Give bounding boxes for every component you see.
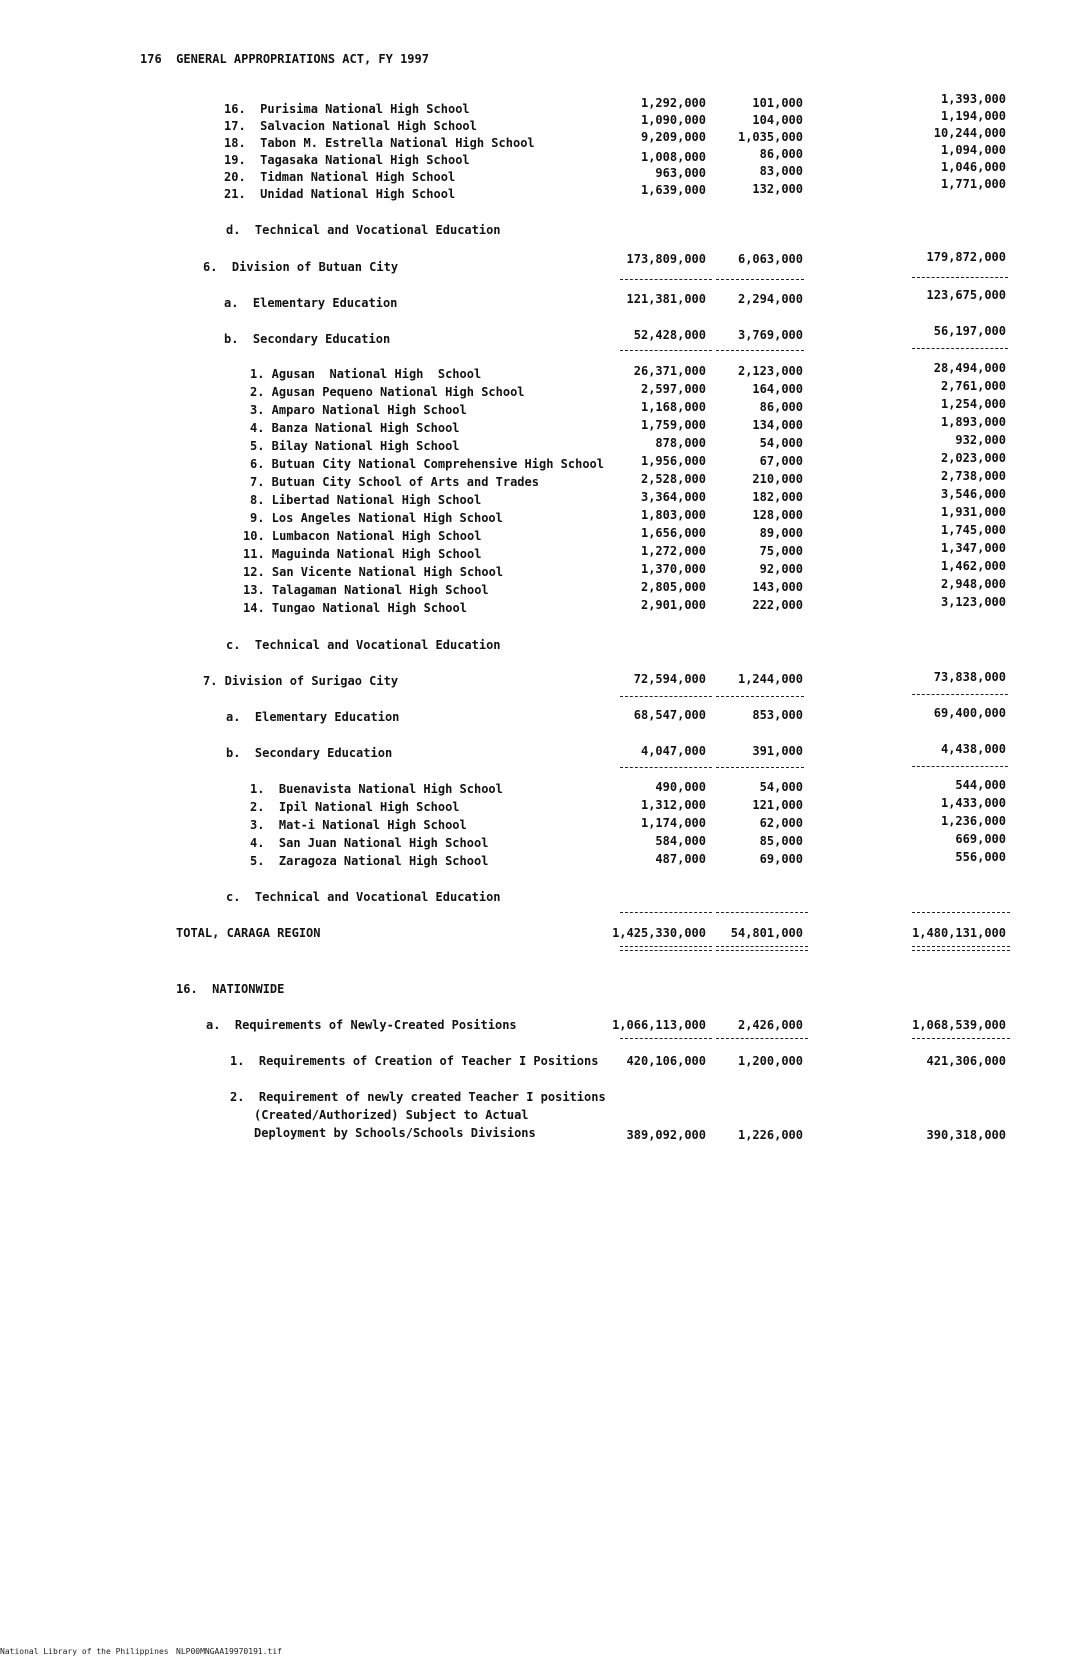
row-value-3: 1,745,000 — [940, 523, 1006, 537]
row-label: 1. Buenavista National High School — [250, 782, 503, 796]
row-value-1: 2,901,000 — [640, 598, 706, 612]
row-label: 1. Requirements of Creation of Teacher I Positions — [230, 1054, 599, 1068]
row-value-2: 62,000 — [759, 816, 803, 830]
row-value-1: 1,168,000 — [640, 400, 706, 414]
row-value-3: 932,000 — [955, 433, 1006, 447]
row-value-3: 390,318,000 — [926, 1128, 1006, 1142]
row-value-1: 2,805,000 — [640, 580, 706, 594]
row-value-1: 878,000 — [655, 436, 706, 450]
row-label: 4. San Juan National High School — [250, 836, 489, 850]
row-label: 20. Tidman National High School — [224, 170, 456, 184]
row-value-1: 1,174,000 — [640, 816, 706, 830]
row-value-3: 1,462,000 — [940, 559, 1006, 573]
rule — [912, 348, 1008, 349]
row-value-3: 1,194,000 — [940, 109, 1006, 123]
rule — [912, 766, 1008, 767]
row-label: 9. Los Angeles National High School — [250, 511, 503, 525]
rule — [620, 696, 712, 697]
row-value-3: 2,023,000 — [940, 451, 1006, 465]
row-value-3: 179,872,000 — [926, 250, 1006, 264]
row-value-2: 2,426,000 — [737, 1018, 803, 1032]
row-value-3: 1,931,000 — [940, 505, 1006, 519]
double-rule — [620, 946, 712, 951]
row-value-1: 3,364,000 — [640, 490, 706, 504]
row-value-2: 6,063,000 — [737, 252, 803, 266]
row-label: 8. Libertad National High School — [250, 493, 482, 507]
nationwide-heading: 16. NATIONWIDE — [176, 982, 285, 996]
row-label: a. Requirements of Newly-Created Positions — [206, 1018, 517, 1032]
row-label: b. Secondary Education — [224, 332, 391, 346]
rule — [620, 767, 712, 768]
rule — [912, 912, 1010, 913]
row-value-3: 556,000 — [955, 850, 1006, 864]
row-value-1: 68,547,000 — [633, 708, 706, 722]
page-header: 176 GENERAL APPROPRIATIONS ACT, FY 1997 — [140, 52, 429, 66]
row-value-3: 69,400,000 — [933, 706, 1006, 720]
row-value-1: 1,008,000 — [640, 150, 706, 164]
rule — [716, 350, 804, 351]
rule — [716, 279, 804, 280]
row-label: 3. Amparo National High School — [250, 403, 467, 417]
rule — [912, 694, 1008, 695]
row-value-3: 1,893,000 — [940, 415, 1006, 429]
row-value-1: 1,639,000 — [640, 183, 706, 197]
row-value-2: 101,000 — [752, 96, 803, 110]
footer-library: National Library of the Philippines — [0, 1647, 169, 1656]
row-value-2: 1,226,000 — [737, 1128, 803, 1142]
row-value-3: 669,000 — [955, 832, 1006, 846]
row-value-2: 128,000 — [752, 508, 803, 522]
row-value-1: 121,381,000 — [626, 292, 706, 306]
row-value-1: 26,371,000 — [633, 364, 706, 378]
row-label-line-3: Deployment by Schools/Schools Divisions — [254, 1126, 536, 1140]
row-value-1: 490,000 — [655, 780, 706, 794]
row-value-1: 72,594,000 — [633, 672, 706, 686]
row-label: 12. San Vicente National High School — [243, 565, 504, 579]
row-value-3: 544,000 — [955, 778, 1006, 792]
row-label: 2. Ipil National High School — [250, 800, 460, 814]
row-value-1: 1,312,000 — [640, 798, 706, 812]
rule — [620, 912, 712, 913]
row-value-2: 104,000 — [752, 113, 803, 127]
row-value-2: 54,000 — [759, 780, 803, 794]
row-value-3: 1,094,000 — [940, 143, 1006, 157]
row-value-2: 86,000 — [759, 400, 803, 414]
row-value-2: 67,000 — [759, 454, 803, 468]
row-value-2: 1,244,000 — [737, 672, 803, 686]
row-value-2: 2,294,000 — [737, 292, 803, 306]
row-label: 1. Agusan National High School — [250, 367, 482, 381]
row-label: 17. Salvacion National High School — [224, 119, 477, 133]
row-value-3: 1,236,000 — [940, 814, 1006, 828]
row-value-2: 1,035,000 — [737, 130, 803, 144]
row-value-1: 1,759,000 — [640, 418, 706, 432]
tve-heading-c: c. Technical and Vocational Education — [226, 638, 501, 652]
row-value-3: 1,393,000 — [940, 92, 1006, 106]
row-label: 14. Tungao National High School — [243, 601, 467, 615]
row-value-1: 9,209,000 — [640, 130, 706, 144]
row-value-1: 584,000 — [655, 834, 706, 848]
row-label: 2. Agusan Pequeno National High School — [250, 385, 525, 399]
row-label: 10. Lumbacon National High School — [243, 529, 482, 543]
row-value-1: 1,090,000 — [640, 113, 706, 127]
total-label: TOTAL, CARAGA REGION — [176, 926, 321, 940]
row-value-1: 1,292,000 — [640, 96, 706, 110]
row-value-1: 52,428,000 — [633, 328, 706, 342]
row-label: 3. Mat-i National High School — [250, 818, 467, 832]
row-value-3: 1,046,000 — [940, 160, 1006, 174]
row-label-line-2: (Created/Authorized) Subject to Actual — [254, 1108, 529, 1122]
row-value-1: 1,272,000 — [640, 544, 706, 558]
row-label-line-1: 2. Requirement of newly created Teacher I positions — [230, 1090, 606, 1104]
row-value-1: 420,106,000 — [626, 1054, 706, 1068]
row-value-3: 1,480,131,000 — [912, 926, 1006, 940]
tve-heading-d: d. Technical and Vocational Education — [226, 223, 501, 237]
row-value-1: 389,092,000 — [626, 1128, 706, 1142]
rule — [620, 279, 712, 280]
row-label: 6. Butuan City National Comprehensive High School — [250, 457, 605, 471]
row-value-3: 123,675,000 — [926, 288, 1006, 302]
footer-filename: NLP00MNGAA19970191.tif — [176, 1647, 282, 1656]
rule — [912, 277, 1008, 278]
double-rule — [716, 946, 808, 951]
row-label: 19. Tagasaka National High School — [224, 153, 470, 167]
row-value-1: 963,000 — [655, 166, 706, 180]
row-value-2: 3,769,000 — [737, 328, 803, 342]
row-value-1: 487,000 — [655, 852, 706, 866]
row-value-3: 56,197,000 — [933, 324, 1006, 338]
row-value-2: 853,000 — [752, 708, 803, 722]
division-label: 6. Division of Butuan City — [203, 260, 399, 274]
row-value-3: 2,738,000 — [940, 469, 1006, 483]
rule — [716, 696, 804, 697]
tve-heading-c: c. Technical and Vocational Education — [226, 890, 501, 904]
row-value-1: 2,528,000 — [640, 472, 706, 486]
row-value-2: 92,000 — [759, 562, 803, 576]
row-value-2: 89,000 — [759, 526, 803, 540]
row-value-3: 421,306,000 — [926, 1054, 1006, 1068]
row-value-3: 3,123,000 — [940, 595, 1006, 609]
row-value-1: 1,370,000 — [640, 562, 706, 576]
row-value-2: 85,000 — [759, 834, 803, 848]
row-value-2: 210,000 — [752, 472, 803, 486]
row-value-2: 182,000 — [752, 490, 803, 504]
row-label: 5. Bilay National High School — [250, 439, 460, 453]
rule — [620, 350, 712, 351]
row-value-2: 222,000 — [752, 598, 803, 612]
row-value-1: 4,047,000 — [640, 744, 706, 758]
division-label: 7. Division of Surigao City — [203, 674, 399, 688]
row-label: 21. Unidad National High School — [224, 187, 456, 201]
row-value-2: 143,000 — [752, 580, 803, 594]
row-value-3: 10,244,000 — [933, 126, 1006, 140]
rule — [716, 767, 804, 768]
row-value-3: 2,761,000 — [940, 379, 1006, 393]
row-label: 16. Purisima National High School — [224, 102, 470, 116]
row-value-2: 75,000 — [759, 544, 803, 558]
row-value-3: 28,494,000 — [933, 361, 1006, 375]
row-value-3: 1,771,000 — [940, 177, 1006, 191]
double-rule — [912, 946, 1010, 951]
row-value-2: 86,000 — [759, 147, 803, 161]
row-value-3: 1,347,000 — [940, 541, 1006, 555]
row-value-3: 2,948,000 — [940, 577, 1006, 591]
row-value-2: 164,000 — [752, 382, 803, 396]
row-value-2: 391,000 — [752, 744, 803, 758]
row-label: 5. Zaragoza National High School — [250, 854, 489, 868]
row-value-1: 1,956,000 — [640, 454, 706, 468]
row-value-2: 132,000 — [752, 182, 803, 196]
row-value-3: 3,546,000 — [940, 487, 1006, 501]
row-value-3: 73,838,000 — [933, 670, 1006, 684]
row-label: 18. Tabon M. Estrella National High School — [224, 136, 535, 150]
row-label: a. Elementary Education — [224, 296, 398, 310]
row-value-2: 121,000 — [752, 798, 803, 812]
row-value-2: 54,801,000 — [730, 926, 803, 940]
rule — [912, 1038, 1010, 1039]
row-value-2: 54,000 — [759, 436, 803, 450]
row-value-1: 1,656,000 — [640, 526, 706, 540]
row-value-1: 173,809,000 — [626, 252, 706, 266]
rule — [716, 912, 808, 913]
row-value-1: 1,425,330,000 — [612, 926, 706, 940]
row-value-3: 1,433,000 — [940, 796, 1006, 810]
row-value-1: 1,803,000 — [640, 508, 706, 522]
row-label: 11. Maguinda National High School — [243, 547, 482, 561]
row-value-3: 1,254,000 — [940, 397, 1006, 411]
row-value-2: 1,200,000 — [737, 1054, 803, 1068]
row-value-2: 134,000 — [752, 418, 803, 432]
row-value-1: 2,597,000 — [640, 382, 706, 396]
row-label: a. Elementary Education — [226, 710, 400, 724]
row-value-3: 1,068,539,000 — [912, 1018, 1006, 1032]
row-label: 7. Butuan City School of Arts and Trades — [250, 475, 539, 489]
row-value-1: 1,066,113,000 — [612, 1018, 706, 1032]
rule — [716, 1038, 808, 1039]
rule — [620, 1038, 712, 1039]
row-value-2: 83,000 — [759, 164, 803, 178]
row-label: 13. Talagaman National High School — [243, 583, 489, 597]
row-label: b. Secondary Education — [226, 746, 393, 760]
row-value-2: 69,000 — [759, 852, 803, 866]
row-value-2: 2,123,000 — [737, 364, 803, 378]
row-value-3: 4,438,000 — [940, 742, 1006, 756]
row-label: 4. Banza National High School — [250, 421, 460, 435]
